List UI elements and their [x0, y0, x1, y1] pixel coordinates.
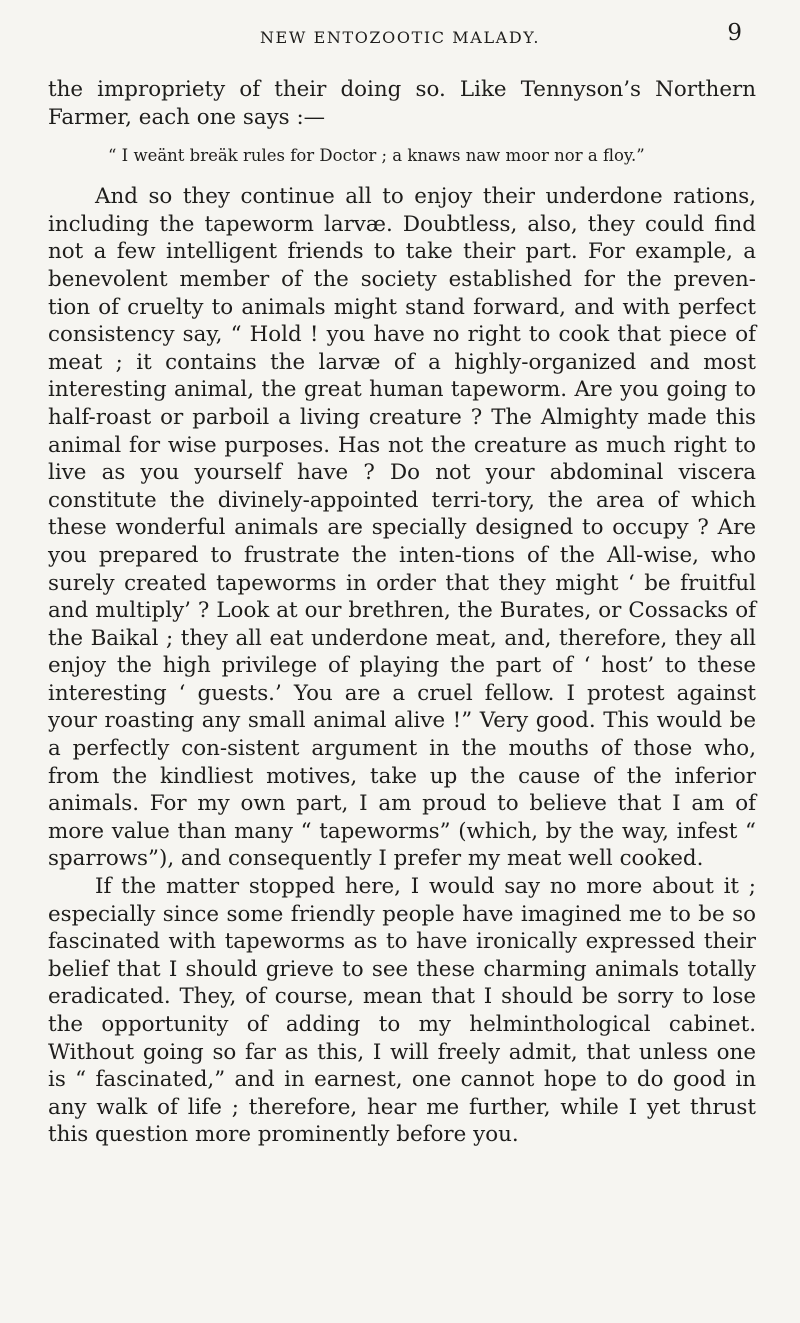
continuation-paragraph: the impropriety of their doing so. Like Tennyson’s Northern Farmer, each one says :—	[48, 77, 756, 130]
paragraph-fascination: If the matter stopped here, I would say no more about it ; especially since some friendly people have imagined me to be so fascinated with tapeworms as to have ironically expressed their belief that I should grieve to see these charming animals totally eradicated. They, of course, mean that I should be sorry to lose the opportunity of adding to my helminthological cabinet. Without going so far as this, I will freely admit, that unless one is “ fascinated,” and in earnest, one cannot hope to do good in any walk of life ; therefore, hear me further, while I yet thrust this question more prominently before you.	[48, 874, 756, 1148]
body-text	[48, 76, 756, 1149]
running-head-title: NEW ENTOZOOTIC MALADY.	[259, 28, 541, 47]
paragraph-tapeworm-argument: And so they continue all to enjoy their underdone rations, including the tapeworm larvæ. Doubtless, also, they could find not a few intelligent friends to take their part. For example, a benevolent member of the society established for the preven-tion of cruelty to animals might stand forward, and with perfect consistency say, “ Hold ! you have no right to cook that piece of meat ; it contains the larvæ of a highly-organized and most interesting animal, the great human tapeworm. Are you going to half-roast or parboil a living creature ? The Almighty made this animal for wise purposes. Has not the creature as much right to live as you yourself have ? Do not your abdominal viscera constitute the divinely-appointed terri-tory, the area of which these wonderful animals are specially designed to occupy ? Are you prepared to frustrate the inten-tions of the All-wise, who surely created tapeworms in order that they might ‘ be fruitful and multiply’ ? Look at our brethren, the Burates, or Cossacks of the Baikal ; they all eat underdone meat, and, therefore, they all enjoy the high privilege of playing the part of ‘ host’ to these interesting ‘ guests.’ You are a cruel fellow. I protest against your roasting any small animal alive !” Very good. This would be a perfectly con-sistent argument in the mouths of those who, from the kindliest motives, take up the cause of the inferior animals. For my own part, I am proud to believe that I am of more value than many “ tapeworms” (which, by the way, infest “ sparrows”), and consequently I prefer my meat well cooked.	[48, 184, 756, 872]
page-number: 9	[727, 20, 742, 46]
verse-quotation: “ I weänt breäk rules for Doctor ; a knaws naw moor nor a floy.”	[108, 146, 645, 166]
running-head	[0, 20, 800, 47]
